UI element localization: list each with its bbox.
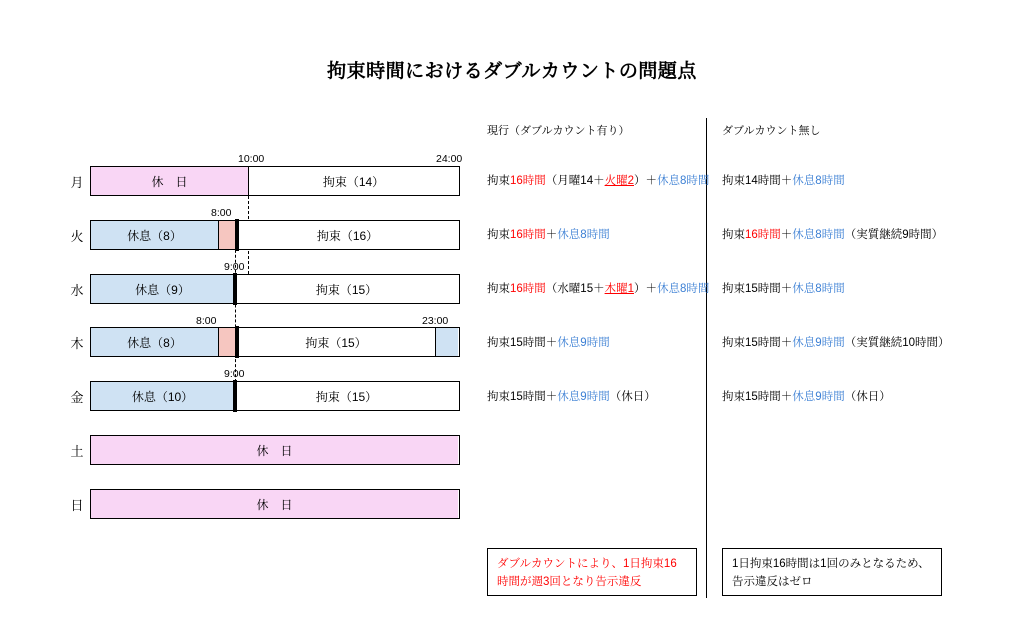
- note-no_double-火: [722, 226, 943, 242]
- segment-work: 拘束（15）: [235, 382, 458, 410]
- table-row: [70, 381, 460, 411]
- segment-work: 拘束（14）: [249, 167, 458, 195]
- segment-holiday: 休 日: [91, 167, 249, 195]
- note-run: 休息8時間: [792, 283, 845, 295]
- day-bar: [90, 166, 460, 196]
- time-label-tue-8: 8:00: [211, 207, 232, 219]
- note-run: 休息9時間: [792, 337, 845, 349]
- time-label-mon-10: 10:00: [238, 153, 265, 165]
- note-run: 拘束: [487, 229, 510, 241]
- day-bar: [90, 435, 460, 465]
- day-label: 日: [70, 498, 84, 513]
- note-run: 休息8時間: [792, 175, 845, 187]
- table-row: [70, 166, 460, 196]
- note-run: ）＋: [634, 175, 657, 187]
- day-label: 土: [70, 444, 84, 459]
- summary-box-current: ダブルカウントにより、1日拘束16時間が週3回となり告示違反: [487, 548, 697, 596]
- day-bar: [90, 381, 460, 411]
- column-header-current: 現行（ダブルカウント有り）: [487, 125, 630, 137]
- note-current-月: [487, 172, 709, 188]
- day-bar: [90, 489, 460, 519]
- time-label-thu-23: 23:00: [422, 315, 449, 327]
- day-label: 水: [70, 283, 84, 298]
- table-row: [70, 220, 460, 250]
- note-run: 火曜2: [604, 175, 634, 187]
- segment-rest-tail: [435, 328, 458, 356]
- note-run: （月曜14＋: [545, 175, 605, 187]
- note-run: 休息8時間: [557, 229, 610, 241]
- note-run: 拘束15時間＋: [487, 391, 558, 403]
- segment-holiday: 休 日: [91, 436, 458, 464]
- time-label-fri-9: 9:00: [224, 368, 245, 380]
- note-run: 休息9時間: [557, 391, 610, 403]
- segment-work: 拘束（15）: [237, 328, 435, 356]
- note-run: 拘束15時間＋: [722, 337, 793, 349]
- note-run: 16時間: [510, 283, 546, 295]
- note-run: ）＋: [634, 283, 657, 295]
- summary-box-no-double: 1日拘束16時間は1回のみとなるため、告示違反はゼロ: [722, 548, 942, 596]
- note-run: 16時間: [510, 229, 546, 241]
- day-label: 金: [70, 390, 84, 405]
- note-no_double-月: [722, 172, 845, 188]
- segment-holiday: 休 日: [91, 490, 458, 518]
- note-no_double-木: [722, 334, 950, 350]
- table-row: [70, 274, 460, 304]
- segment-rest: 休息（9）: [91, 275, 235, 303]
- note-run: 拘束15時間＋: [487, 337, 558, 349]
- note-no_double-金: [722, 388, 891, 404]
- column-header-no-double: ダブルカウント無し: [722, 125, 821, 137]
- note-run: 拘束15時間＋: [722, 283, 793, 295]
- boundary-marker: [235, 326, 239, 358]
- note-run: 16時間: [510, 175, 546, 187]
- table-row: [70, 435, 460, 465]
- day-bar: [90, 327, 460, 357]
- column-divider: [706, 118, 707, 598]
- note-run: 拘束14時間＋: [722, 175, 793, 187]
- note-current-火: [487, 226, 610, 242]
- day-label: 火: [70, 229, 84, 244]
- note-current-金: [487, 388, 656, 404]
- day-bar: [90, 274, 460, 304]
- note-run: 拘束: [487, 283, 510, 295]
- note-run: 休息8時間: [792, 229, 845, 241]
- note-run: 休息8時間: [657, 175, 710, 187]
- note-current-水: [487, 280, 709, 296]
- segment-work: 拘束（15）: [235, 275, 458, 303]
- note-run: 拘束15時間＋: [722, 391, 793, 403]
- note-run: 休息8時間: [657, 283, 710, 295]
- note-run: （実質継続10時間）: [844, 337, 950, 349]
- boundary-marker: [233, 273, 237, 305]
- note-run: ＋: [780, 229, 793, 241]
- segment-rest: 休息（8）: [91, 328, 219, 356]
- table-row: [70, 489, 460, 519]
- note-no_double-水: [722, 280, 845, 296]
- note-run: 休息9時間: [792, 391, 845, 403]
- day-bar: [90, 220, 460, 250]
- boundary-marker: [233, 380, 237, 412]
- note-run: ＋: [545, 229, 558, 241]
- note-run: （水曜15＋: [545, 283, 605, 295]
- boundary-marker: [235, 219, 239, 251]
- note-run: （休日）: [844, 391, 891, 403]
- segment-rest: 休息（10）: [91, 382, 235, 410]
- note-run: （休日）: [609, 391, 656, 403]
- table-row: [70, 327, 460, 357]
- note-run: 16時間: [745, 229, 781, 241]
- note-run: 拘束: [487, 175, 510, 187]
- note-current-木: [487, 334, 610, 350]
- day-label: 木: [70, 336, 84, 351]
- note-run: 拘束: [722, 229, 745, 241]
- day-label: 月: [70, 175, 84, 190]
- note-run: （実質継続9時間）: [844, 229, 944, 241]
- segment-work: 拘束（16）: [237, 221, 458, 249]
- time-label-mon-24: 24:00: [436, 153, 463, 165]
- segment-rest: 休息（8）: [91, 221, 219, 249]
- note-run: 休息9時間: [557, 337, 610, 349]
- page-title: 拘束時間におけるダブルカウントの問題点: [327, 61, 697, 82]
- time-label-thu-8: 8:00: [196, 315, 217, 327]
- time-label-wed-9: 9:00: [224, 261, 245, 273]
- note-run: 木曜1: [604, 283, 634, 295]
